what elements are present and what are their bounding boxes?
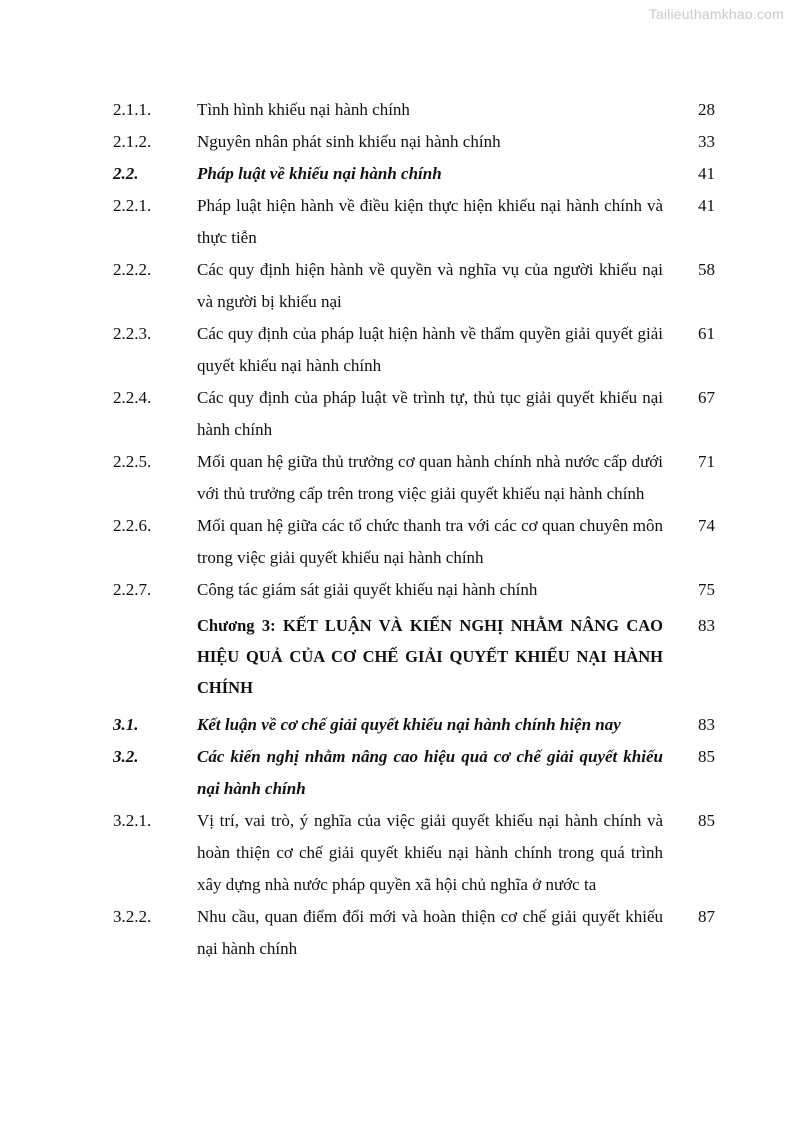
toc-entry-title: Pháp luật hiện hành về điều kiện thực hiện khiếu nại hành chính và thực tiễn: [197, 196, 663, 247]
toc-entry-title: Kết luận về cơ chế giải quyết khiếu nại hành chính hiện nay: [197, 715, 621, 734]
toc-entry-number: 2.1.2.: [113, 132, 152, 151]
toc-entry-page: 74: [698, 516, 715, 535]
toc-section-heading: [113, 741, 715, 805]
toc-entry-page: 83: [698, 616, 715, 635]
toc-entry-title: Các kiến nghị nhằm nâng cao hiệu quả cơ chế giải quyết khiếu nại hành chính: [197, 747, 663, 798]
toc-entry: [113, 190, 715, 254]
toc-entry-title: Pháp luật về khiếu nại hành chính: [197, 164, 442, 183]
toc-entry-page: 61: [698, 324, 715, 343]
toc-entry-number: 3.2.: [113, 747, 139, 766]
toc-entry-page: 71: [698, 452, 715, 471]
toc-entry: [113, 901, 715, 965]
toc-entry-number: 2.2.2.: [113, 260, 152, 279]
toc-entry-title: Các quy định của pháp luật hiện hành về thẩm quyền giải quyết giải quyết khiếu nại hành chính: [197, 324, 663, 375]
toc-entry-title: Nhu cầu, quan điểm đổi mới và hoàn thiện cơ chế giải quyết khiếu nại hành chính: [197, 907, 663, 958]
toc-entry: [113, 126, 715, 158]
toc-entry-page: 28: [698, 100, 715, 119]
toc-entry-title: Mối quan hệ giữa thủ trưởng cơ quan hành chính nhà nước cấp dưới với thủ trưởng cấp trên trong việc giải quyết khiếu nại hành chính: [197, 452, 663, 503]
watermark: Tailieuthamkhao.com: [648, 6, 784, 22]
toc-entry-number: 3.2.2.: [113, 907, 152, 926]
toc-entry-number: 3.1.: [113, 715, 139, 734]
toc-chapter-title: Chương 3: KẾT LUẬN VÀ KIẾN NGHỊ NHẰM NÂNG CAO HIỆU QUẢ CỦA CƠ CHẾ GIẢI QUYẾT KHIẾU NẠI HÀNH CHÍNH: [197, 616, 663, 697]
toc-entry-page: 67: [698, 388, 715, 407]
toc-entry-title: Các quy định của pháp luật về trình tự, thủ tục giải quyết khiếu nại hành chính: [197, 388, 663, 439]
toc-entry: [113, 805, 715, 901]
toc-entry-number: 2.2.7.: [113, 580, 152, 599]
toc-entry-title: Tình hình khiếu nại hành chính: [197, 100, 410, 119]
toc-entry-title: Mối quan hệ giữa các tổ chức thanh tra với các cơ quan chuyên môn trong việc giải quyết khiếu nại hành chính: [197, 516, 663, 567]
toc-entry-page: 75: [698, 580, 715, 599]
toc-entry-number: 2.2.1.: [113, 196, 152, 215]
toc-entry-page: 58: [698, 260, 715, 279]
toc-entry: [113, 510, 715, 574]
toc-entry: [113, 318, 715, 382]
toc-entry-number: 2.2.3.: [113, 324, 152, 343]
toc-entry: [113, 254, 715, 318]
toc-entry-number: 3.2.1.: [113, 811, 152, 830]
toc-entry-page: 85: [698, 811, 715, 830]
toc-entry: [113, 94, 715, 126]
toc-entry-number: 2.2.: [113, 164, 139, 183]
toc-entry: [113, 382, 715, 446]
toc-entry-page: 85: [698, 747, 715, 766]
toc-entry-number: 2.1.1.: [113, 100, 152, 119]
table-of-contents: [113, 94, 715, 965]
toc-entry-page: 41: [698, 164, 715, 183]
toc-entry: [113, 574, 715, 606]
toc-chapter-heading: [113, 606, 715, 709]
toc-entry-page: 83: [698, 715, 715, 734]
toc-entry-title: Công tác giám sát giải quyết khiếu nại hành chính: [197, 580, 538, 599]
toc-entry-number: 2.2.6.: [113, 516, 152, 535]
toc-entry-title: Nguyên nhân phát sinh khiếu nại hành chính: [197, 132, 501, 151]
toc-entry-page: 33: [698, 132, 715, 151]
toc-section-heading: [113, 158, 715, 190]
toc-entry-title: Vị trí, vai trò, ý nghĩa của việc giải quyết khiếu nại hành chính và hoàn thiện cơ chế giải quyết khiếu nại hành chính trong quá trình xây dựng nhà nước pháp quyền xã hội chủ nghĩa ở nước ta: [197, 811, 663, 894]
toc-entry-number: 2.2.5.: [113, 452, 152, 471]
toc-section-heading: [113, 709, 715, 741]
toc-entry-page: 87: [698, 907, 715, 926]
toc-entry: [113, 446, 715, 510]
toc-entry-number: 2.2.4.: [113, 388, 152, 407]
toc-entry-page: 41: [698, 196, 715, 215]
toc-entry-title: Các quy định hiện hành về quyền và nghĩa vụ của người khiếu nại và người bị khiếu nại: [197, 260, 663, 311]
